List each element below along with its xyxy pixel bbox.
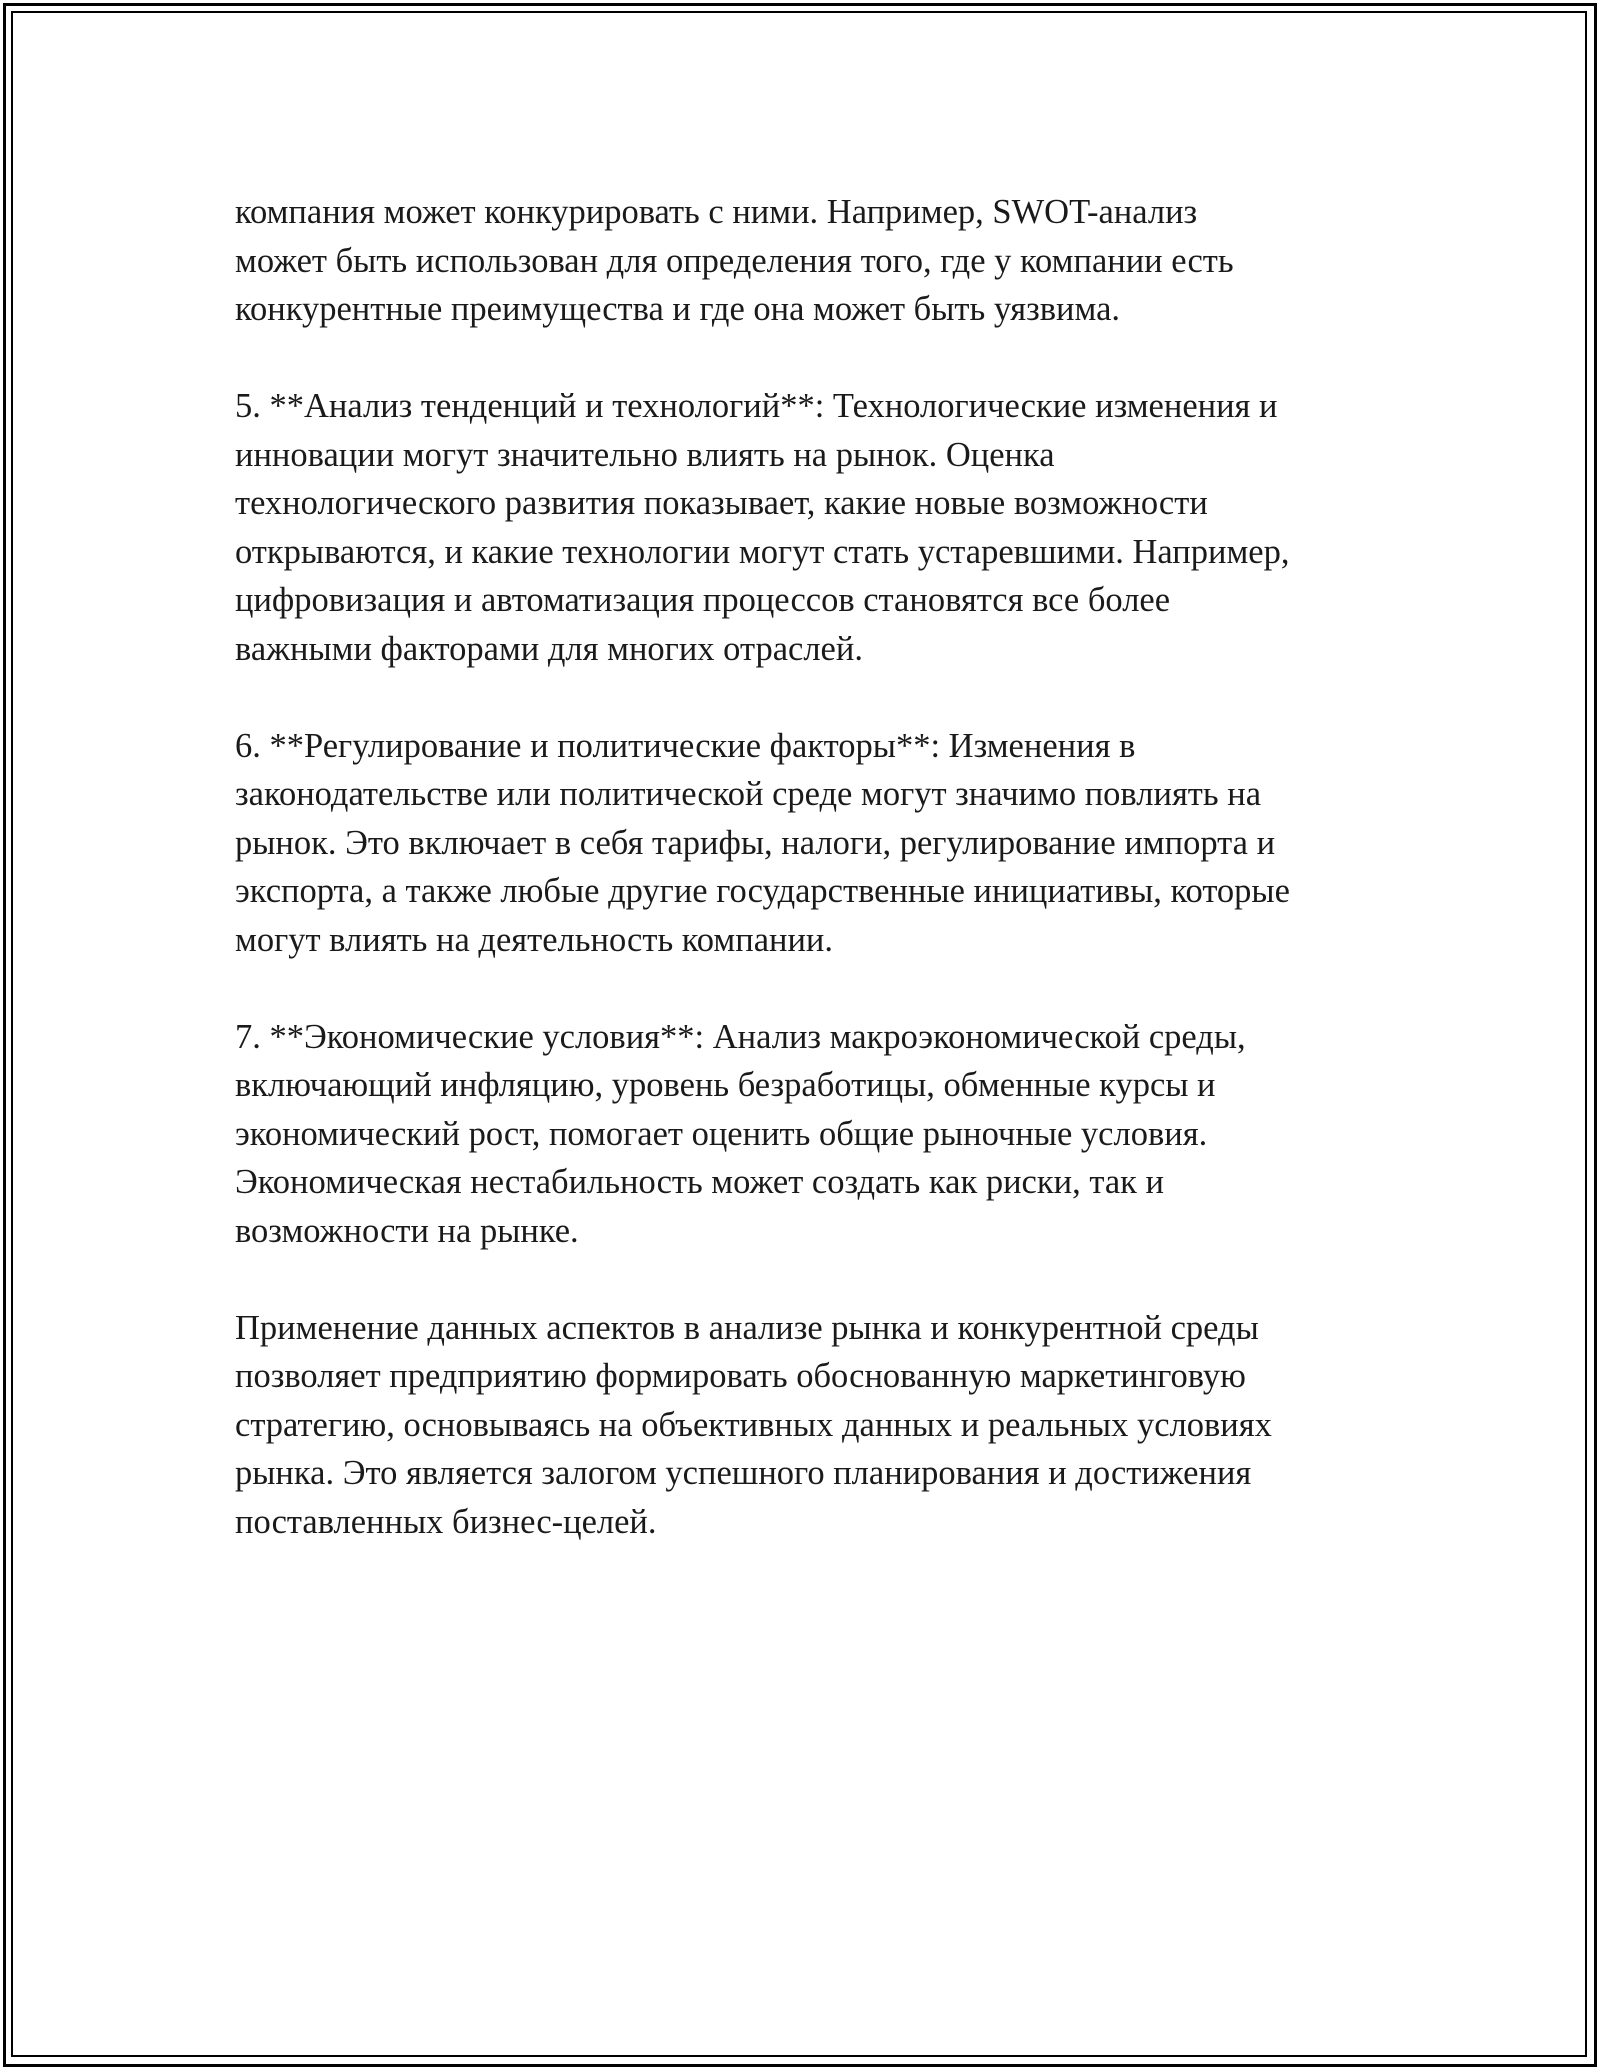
document-body — [235, 188, 1395, 1595]
paragraph-conclusion: Применение данных аспектов в анализе рынка и конкурентной среды позволяет предприятию формировать обоснованную маркетинговую стратегию, основываясь на объективных данных и реальных условиях рынка. Это является залогом успешного планирования и достижения поставленных бизнес-целей. — [235, 1308, 1272, 1541]
paragraph-economic-conditions: 7. **Экономические условия**: Анализ макроэкономической среды, включающий инфляцию, уровень безработицы, обменные курсы и экономический рост, помогает оценить общие рыночные условия. Экономическая нестабильность может создать как риски, так и возможности на рынке. — [235, 1017, 1246, 1250]
paragraph-competition-continuation: компания может конкурировать с ними. Например, SWOT-анализ может быть использован для определения того, где у компании есть конкурентные преимущества и где она может быть уязвима. — [235, 193, 1234, 328]
paragraph-trends-technologies: 5. **Анализ тенденций и технологий**: Технологические изменения и инновации могут значительно влиять на рынок. Оценка технологического развития показывает, какие новые возможности открываются, и какие технологии могут стать устаревшими. Например, цифровизация и автоматизация процессов становятся все более важными факторами для многих отраслей. — [235, 387, 1290, 668]
paragraph-regulation-politics: 6. **Регулирование и политические факторы**: Изменения в законодательстве или политической среде могут значимо повлиять на рынок. Это включает в себя тарифы, налоги, регулирование импорта и экспорта, а также любые другие государственные инициативы, которые могут влиять на деятельность компании. — [235, 726, 1290, 959]
